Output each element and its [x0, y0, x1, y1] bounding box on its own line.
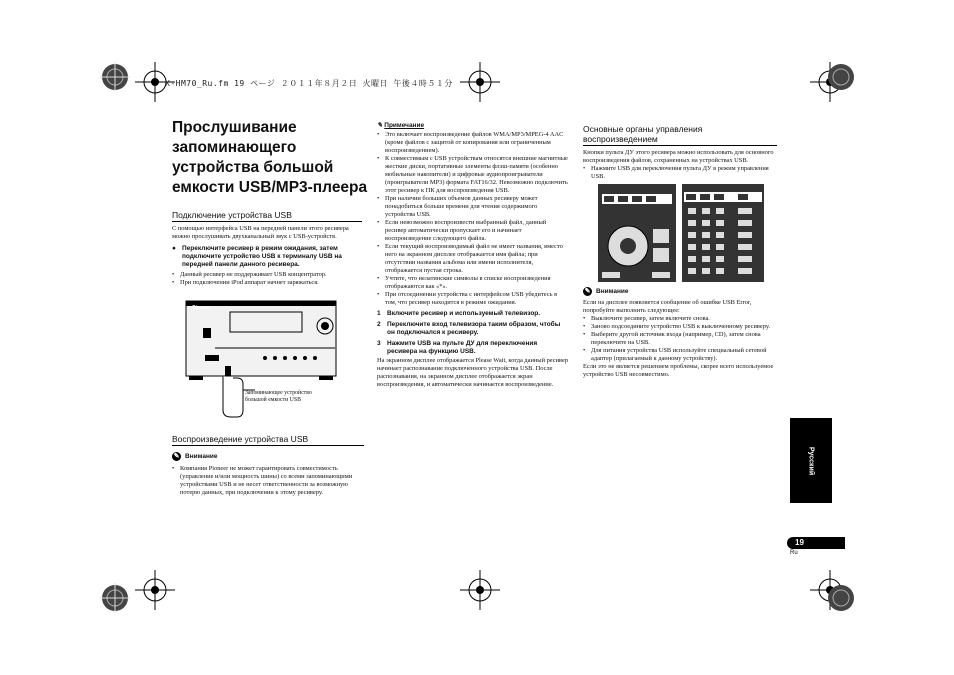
caution-bullets — [583, 315, 777, 363]
connect-bullets — [172, 271, 362, 287]
step-text: Включите ресивер и используемый телевизор. — [387, 310, 541, 317]
crop-dial-bl — [100, 583, 130, 613]
crop-dial-tr — [826, 62, 856, 92]
note-bullets — [377, 131, 569, 307]
connect-step-text: Переключите ресивер в режим ожидания, затем подключите устройство USB к терминалу USB на передней панели данного ресивера. — [182, 245, 342, 268]
steps — [377, 310, 569, 356]
right-column-bottom — [583, 287, 777, 379]
caution-intro: Если на дисплее появляется сообщение об ошибке USB Error, попробуйте выполнить следующее: — [583, 299, 752, 314]
crop-dial-br — [826, 583, 856, 613]
step-text: Нажмите USB на пульте ДУ для переключения ресивера на функцию USB. — [387, 340, 538, 355]
list-item: • При наличии больших объемов данных ресиверу может понадобиться больше времени для чтения содержимого устройства USB. — [377, 195, 569, 219]
step-number: 1 — [377, 310, 381, 317]
usb-callout: Запоминающее устройство большой емкости USB — [245, 390, 312, 403]
caution-label: Внимание — [185, 453, 218, 460]
list-item: • При отсоединении устройства с интерфейсом USB убедитесь в том, что ресивер находится в режиме ожидания. — [377, 291, 569, 307]
section-heading-controls: Основные органы управления воспроизведением — [583, 124, 777, 146]
list-item: • Выберите другой источник входа (например, CD), затем снова переключите на USB. — [583, 331, 777, 347]
crop-dial-tl — [100, 62, 130, 92]
connect-step: ● Переключите ресивер в режим ожидания, затем подключите устройство USB к терминалу USB на передней панели данного ресивера. — [172, 245, 342, 268]
section-heading-playback: Воспроизведение устройства USB — [172, 434, 364, 446]
page-title: Прослушивание запоминающего устройства большой емкости USB/MP3-плеера — [172, 119, 368, 196]
note-heading — [377, 122, 569, 130]
list-item: • При подключении iPod аппарат начнет заряжаться. — [172, 279, 362, 287]
list-item: • Это включает воспроизведение файлов WMA/MP3/MPEG-4 AAC (кроме файлов с защитой от копирования или ограниченным воспроизведением). — [377, 131, 569, 155]
step-item — [377, 310, 569, 318]
language-tab-label: Русский — [807, 446, 815, 475]
caution-final: Если это не является решением проблемы, скорее всего используемое устройство USB несовместимо. — [583, 363, 774, 378]
list-item: • Компания Pioneer не может гарантировать совместимость (управление и/или мощность шины) со всеми запоминающими устройствами USB и не несет ответственности за возможную потерю данных, при подключении к этому ресиверу. — [172, 465, 364, 497]
section-heading-connect: Подключение устройства USB — [172, 210, 362, 222]
step-item — [377, 321, 569, 337]
caution-heading — [172, 452, 364, 461]
list-item: • Если текущий воспроизводимый файл не имеет названия, вместо него на экранном дисплее отображается имя файла; при отсутствии названия альбома или имени исполнителя, отображается пустая строка. — [377, 243, 569, 275]
remote-control-illustration — [598, 184, 770, 284]
caution-icon: ✎ — [584, 288, 591, 295]
list-item: • Нажмите USB для переключения пульта ДУ в режим управления USB. — [583, 165, 777, 181]
device-logo: Pioneer — [192, 305, 211, 311]
list-item: • Для питания устройства USB используйте специальный сетевой адаптер (прилагаемый к данному устройству). — [583, 347, 777, 363]
list-item: • К совместимым с USB устройствам относятся внешние магнитные жесткие диски, портативные элементы флэш-памяти (особенно мобильные накопители) и цифровые аудиопроигрыватели (проигрыватели MP3) формата FAT16/32. Невозможно подключить этот ресивер к ПК для воспроизведения USB. — [377, 155, 569, 195]
caution-label-2: Внимание — [596, 288, 629, 295]
list-item: • Если невозможно воспроизвести выбранный файл, данный ресивер автоматически пропускает его и начинает воспроизведение следующего файла. — [377, 219, 569, 243]
page-number: 19 — [787, 537, 845, 549]
step-number: 2 — [377, 321, 381, 328]
final-paragraph: На экранном дисплее отображается Please Wait, когда данный ресивер начинает распознавание подключенного устройства USB. После распознавания, на экранном дисплее отображается экран воспроизведения, и автоматически начинается воспроизведение. — [377, 357, 569, 388]
connect-intro: С помощью интерфейса USB на передней панели этого ресивера можно прослушивать двухканальный звук с USB-устройств. — [172, 225, 349, 240]
left-column — [172, 210, 362, 287]
registration-mark-bc — [460, 570, 500, 610]
step-text: Переключите вход телевизора таким образом, чтобы он подключался к ресиверу. — [387, 321, 561, 336]
playback-section — [172, 434, 364, 497]
language-tab — [790, 418, 832, 503]
page-lang: Ru — [790, 550, 798, 556]
file-header: X-HM70_Ru.fm 19 ページ ２０１１年８月２日 火曜日 午後４時５１分 — [165, 79, 453, 88]
middle-column — [377, 122, 569, 389]
step-item — [377, 340, 569, 356]
note-label: Примечание — [384, 122, 425, 129]
list-item: • Заново подсоедините устройство USB к выключенному ресиверу. — [583, 323, 777, 331]
list-item: • Выключите ресивер, затем включите снова. — [583, 315, 777, 323]
registration-mark-tc — [460, 62, 500, 102]
controls-bullets — [583, 165, 777, 181]
step-number: 3 — [377, 340, 381, 347]
registration-mark-bl — [135, 570, 175, 610]
controls-intro: Кнопки пульта ДУ этого ресивера можно использовать для основного воспроизведения файлов, сохраненных на устройствах USB. — [583, 149, 774, 164]
playback-bullets — [172, 465, 364, 497]
list-item: • Учтите, что нелатинские символы в списке воспроизведения отображаются как «*». — [377, 275, 569, 291]
list-item: • Данный ресивер не поддерживает USB концентратор. — [172, 271, 362, 279]
caution-heading-2 — [583, 287, 777, 296]
right-column-top — [583, 124, 777, 181]
caution-icon: ✎ — [173, 453, 180, 460]
note-icon: ✎ — [377, 122, 383, 129]
